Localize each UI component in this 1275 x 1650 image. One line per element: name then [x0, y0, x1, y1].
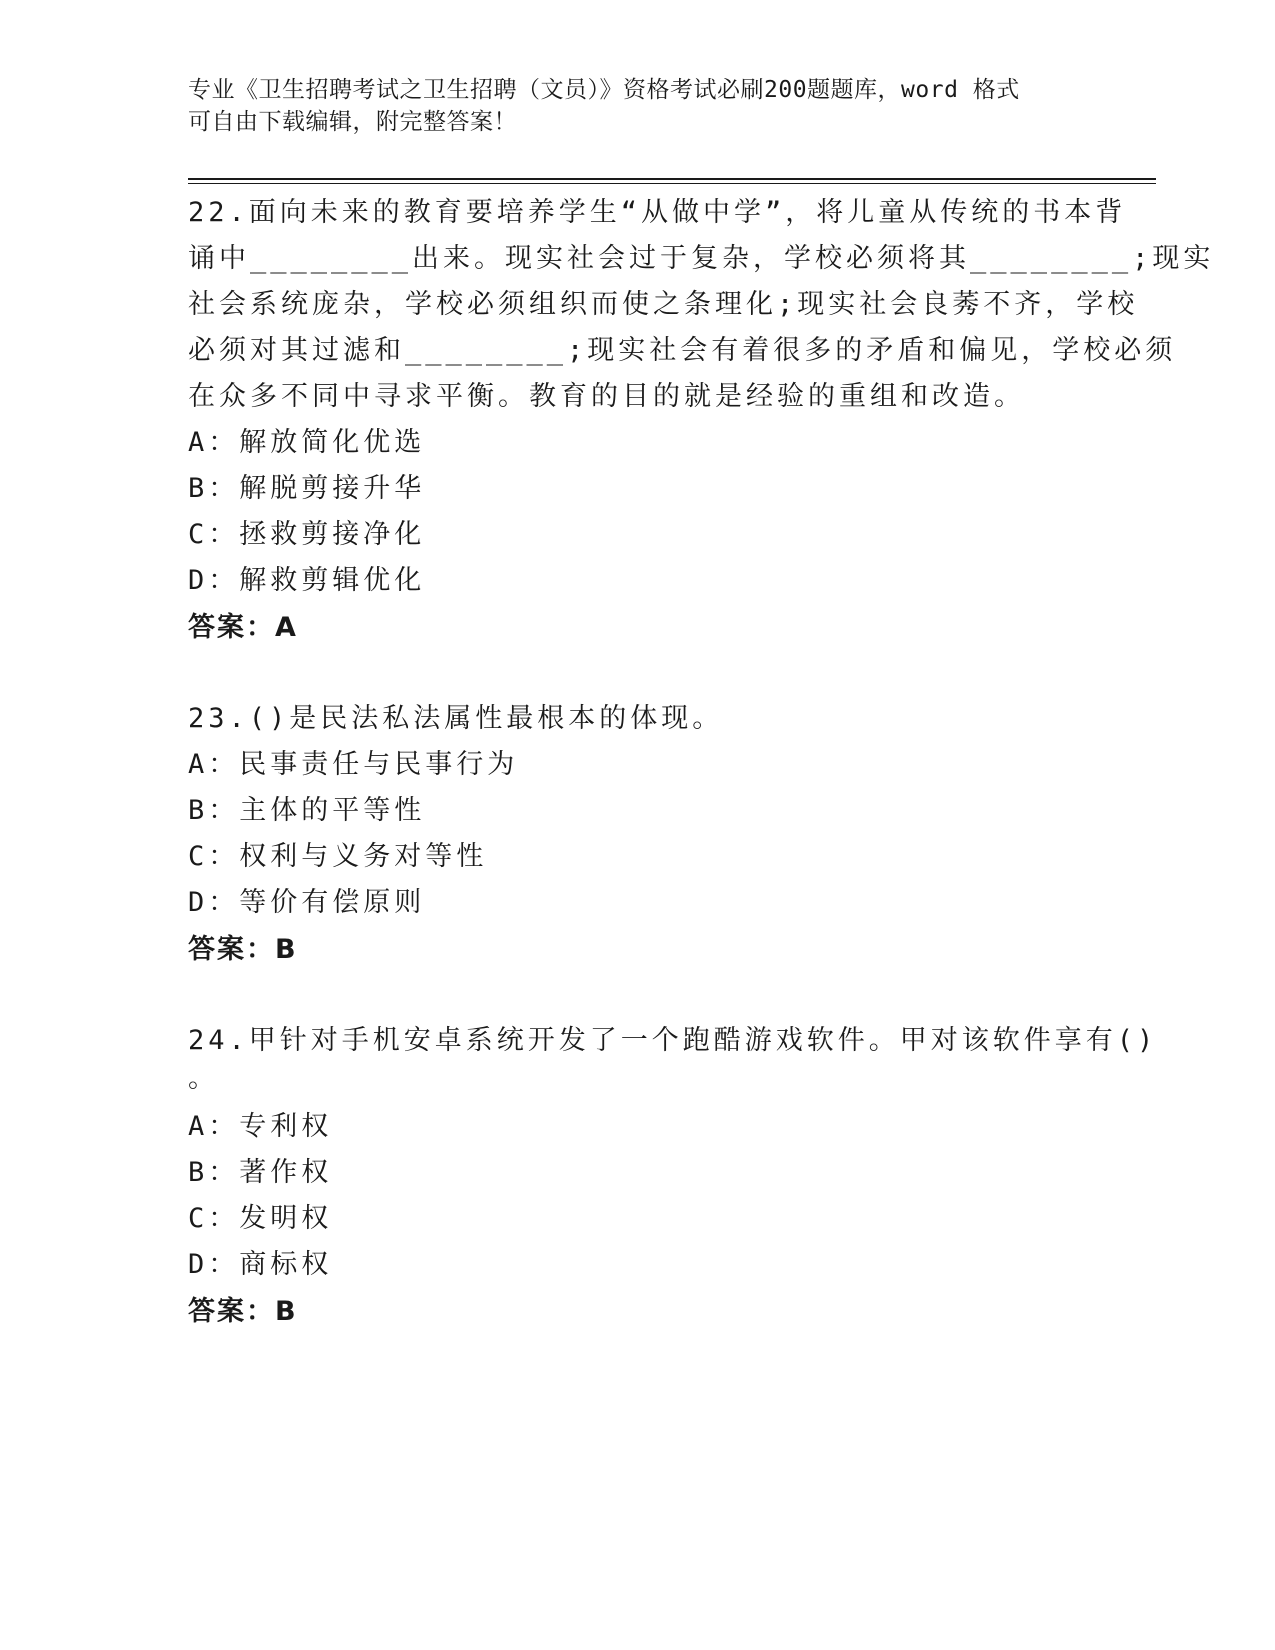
header-divider-thin — [188, 183, 1156, 184]
question-stem-line: 23.()是民法私法属性最根本的体现。 — [188, 703, 724, 734]
option-a: A：解放简化优选 — [188, 427, 426, 458]
question-24 — [188, 1018, 1158, 1336]
question-stem-line: 24.甲针对手机安卓系统开发了一个跑酷游戏软件。甲对该软件享有() — [188, 1025, 1158, 1056]
question-stem-line: 诵中________出来。现实社会过于复杂，学校必须将其________;现实 — [188, 243, 1215, 274]
option-c: C：拯救剪接净化 — [188, 519, 426, 550]
option-d: D：解救剪辑优化 — [188, 565, 426, 596]
answer-label: 答案：B — [188, 1296, 298, 1327]
header-divider-thick — [188, 178, 1156, 180]
option-a: A：民事责任与民事行为 — [188, 749, 519, 780]
document-header — [188, 74, 1068, 138]
option-a: A：专利权 — [188, 1111, 333, 1142]
question-stem-line: 社会系统庞杂，学校必须组织而使之条理化;现实社会良莠不齐，学校 — [188, 289, 1139, 320]
question-23 — [188, 696, 1088, 974]
option-d: D：等价有偿原则 — [188, 887, 426, 918]
answer-label: 答案：A — [188, 612, 298, 643]
option-d: D：商标权 — [188, 1249, 333, 1280]
option-c: C：发明权 — [188, 1203, 333, 1234]
option-b: B：主体的平等性 — [188, 795, 426, 826]
header-title-line-1: 专业《卫生招聘考试之卫生招聘（文员）》资格考试必刷200题题库，word 格式 — [188, 77, 1020, 103]
question-list — [188, 190, 1215, 1380]
answer-label: 答案：B — [188, 934, 298, 965]
question-22 — [188, 190, 1215, 652]
question-stem-line: 。 — [188, 1063, 219, 1094]
header-title-line-2: 可自由下载编辑，附完整答案！ — [188, 109, 517, 135]
question-stem-line: 在众多不同中寻求平衡。教育的目的就是经验的重组和改造。 — [188, 381, 1025, 412]
option-c: C：权利与义务对等性 — [188, 841, 488, 872]
question-stem-line: 必须对其过滤和________;现实社会有着很多的矛盾和偏见，学校必须 — [188, 335, 1177, 366]
option-b: B：著作权 — [188, 1157, 333, 1188]
option-b: B：解脱剪接升华 — [188, 473, 426, 504]
question-stem-line: 22.面向未来的教育要培养学生“从做中学”，将儿童从传统的书本背 — [188, 197, 1127, 228]
